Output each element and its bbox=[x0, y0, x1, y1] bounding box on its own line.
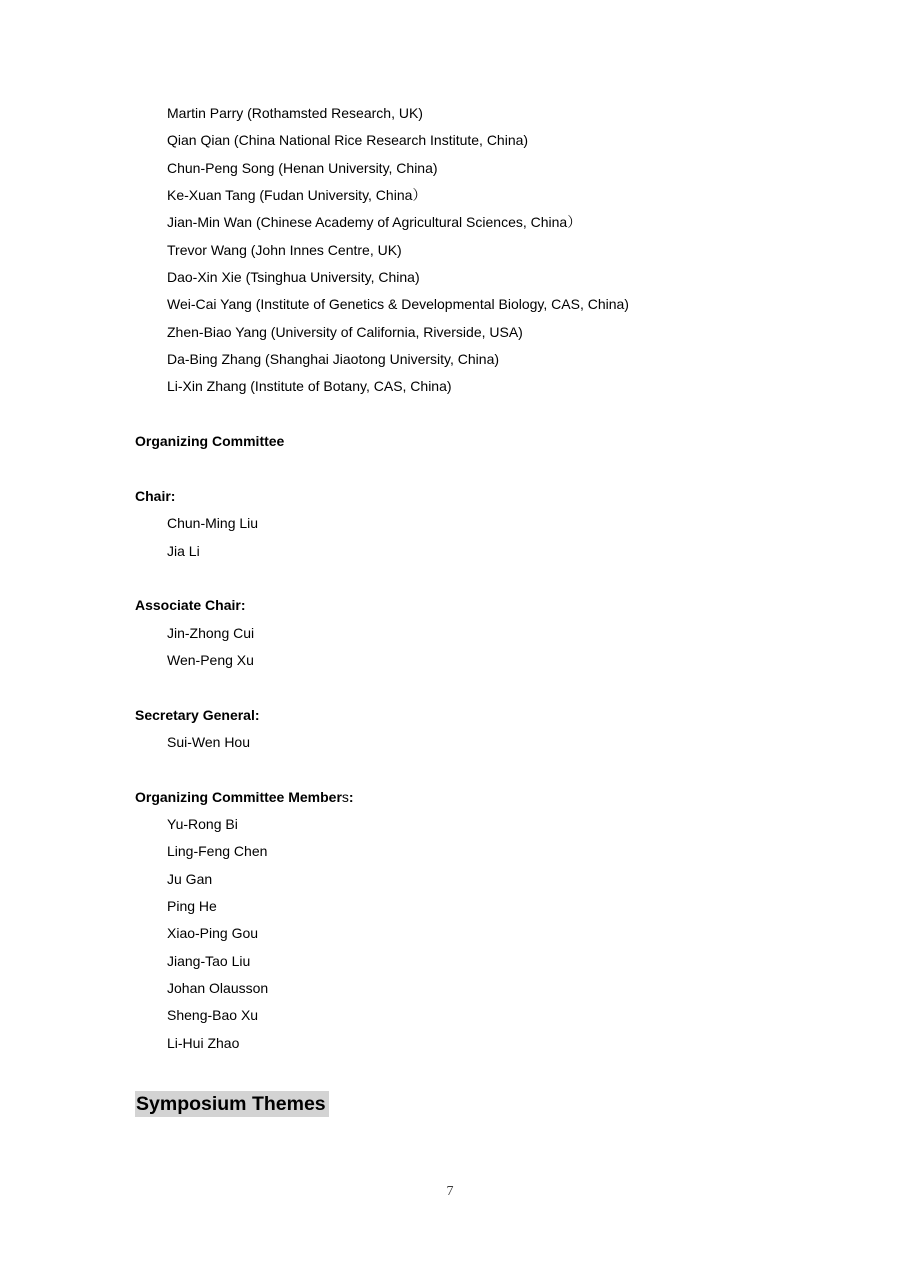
members-label-regular-part: s bbox=[341, 788, 349, 805]
spacer bbox=[135, 674, 860, 701]
advisory-member: Martin Parry (Rothamsted Research, UK) bbox=[167, 105, 423, 121]
spacer bbox=[135, 401, 860, 428]
chair-member: Jia Li bbox=[167, 542, 200, 559]
associate-chair-member: Jin-Zhong Cui bbox=[167, 624, 255, 641]
advisory-member: Zhen-Biao Yang (University of California, Riverside, USA) bbox=[167, 323, 523, 340]
spacer bbox=[135, 756, 860, 783]
advisory-member: Wei-Cai Yang (Institute of Genetics & Developmental Biology, CAS, China) bbox=[167, 296, 629, 313]
advisory-member: Dao-Xin Xie (Tsinghua University, China) bbox=[167, 269, 420, 286]
members-label-colon: : bbox=[348, 788, 354, 805]
committee-member: Ling-Feng Chen bbox=[167, 843, 268, 860]
spacer bbox=[135, 455, 860, 482]
advisory-member: Jian-Min Wan (Chinese Academy of Agricultural Sciences, China） bbox=[167, 214, 582, 231]
spacer bbox=[135, 1057, 860, 1084]
members-label-bold-part: Organizing Committee Member bbox=[135, 788, 342, 805]
secretary-general-member: Sui-Wen Hou bbox=[167, 733, 251, 750]
organizing-committee-heading: Organizing Committee bbox=[135, 433, 285, 450]
committee-member: Johan Olausson bbox=[167, 980, 269, 996]
advisory-member: Trevor Wang (John Innes Centre, UK) bbox=[167, 241, 402, 258]
committee-member: Ping He bbox=[167, 897, 217, 914]
advisory-member: Da-Bing Zhang (Shanghai Jiaotong University, China) bbox=[167, 351, 500, 368]
committee-member: Sheng-Bao Xu bbox=[167, 1007, 259, 1024]
committee-member: Ju Gan bbox=[167, 870, 213, 887]
chair-label: Chair: bbox=[135, 487, 176, 504]
committee-member: Yu-Rong Bi bbox=[167, 815, 238, 832]
committee-member: Jiang-Tao Liu bbox=[167, 952, 251, 969]
committee-member: Li-Hui Zhao bbox=[167, 1034, 240, 1051]
secretary-general-label: Secretary General: bbox=[135, 706, 260, 723]
page-number: 7 bbox=[446, 1184, 454, 1199]
advisory-member: Ke-Xuan Tang (Fudan University, China） bbox=[167, 187, 427, 204]
chair-member: Chun-Ming Liu bbox=[167, 515, 259, 532]
symposium-themes-heading-line bbox=[135, 1084, 860, 1124]
associate-chair-label: Associate Chair: bbox=[135, 597, 246, 614]
symposium-themes-heading: Symposium Themes bbox=[135, 1091, 329, 1117]
advisory-member: Chun-Peng Song (Henan University, China) bbox=[167, 159, 438, 176]
committee-member: Xiao-Ping Gou bbox=[167, 925, 259, 942]
organizing-committee-members-label bbox=[135, 784, 860, 811]
associate-chair-member: Wen-Peng Xu bbox=[167, 651, 254, 668]
advisory-member: Li-Xin Zhang (Institute of Botany, CAS, China) bbox=[167, 378, 452, 395]
spacer bbox=[135, 565, 860, 592]
advisory-member: Qian Qian (China National Rice Research Institute, China) bbox=[167, 132, 529, 149]
page-content bbox=[135, 100, 860, 1124]
